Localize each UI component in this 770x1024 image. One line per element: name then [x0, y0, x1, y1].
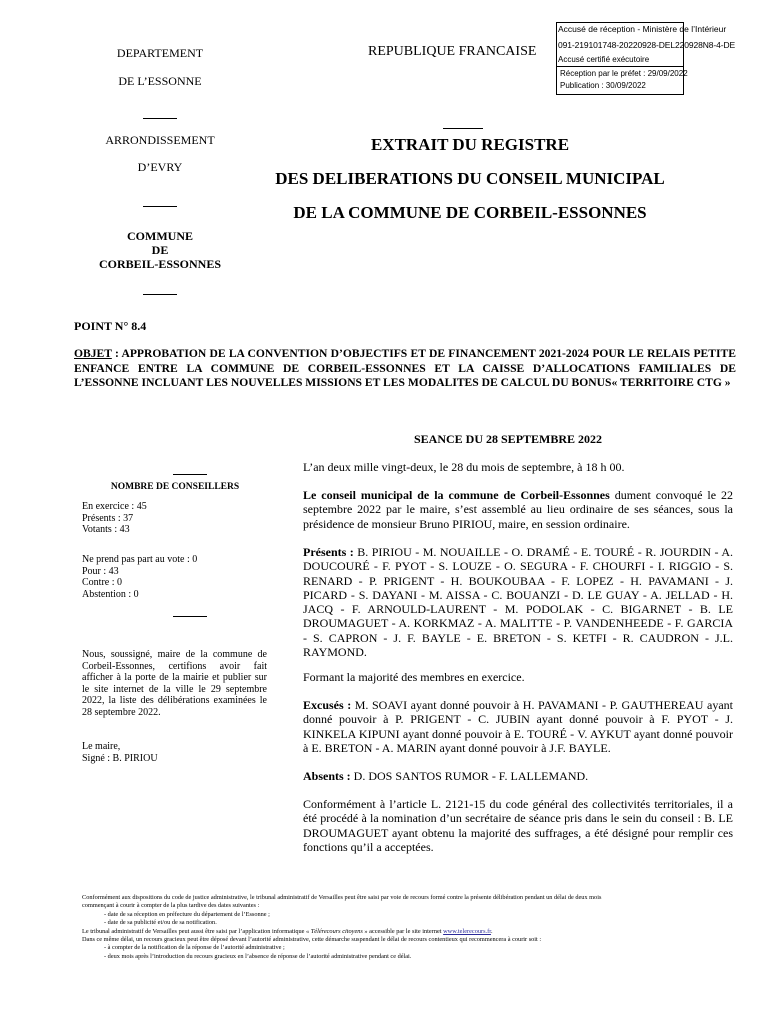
- excuses-label: Excusés :: [303, 698, 352, 712]
- footer-line: commençant à courir à compter de la plus tardive des dates suivantes :: [82, 902, 260, 910]
- objet-separator: :: [111, 347, 122, 360]
- separator-rule: [60, 108, 260, 123]
- votants-count: Votants : 43: [82, 524, 130, 535]
- commune-line: CORBEIL-ESSONNES: [98, 257, 222, 271]
- footer-line: Conformément aux dispositions du code de justice administrative, le tribunal administratif de Versailles peut être saisi par voie de recours formé contre la présente délibération pendant un délai de deux mois: [82, 894, 602, 901]
- presents-count: Présents : 37: [82, 512, 134, 524]
- arrondissement-label: ARRONDISSEMENT: [105, 133, 215, 147]
- excuses-list: M. SOAVI ayant donné pouvoir à H. PAVAMANI - P. GAUTHEREAU ayant donné pouvoir à P. PRIGENT - C. JUBIN ayant donné pouvoir à F. PYOT - J. KINKELA KIPUNI ayant donné pouvoir à E. TOURÉ - V. AYKUT ayant donné pouvoir à E. BRETON - A. MARIN ayant donné pouvoir à J.F. BAYLE.: [303, 698, 733, 755]
- departement-name: DE L’ESSONNE: [118, 74, 202, 88]
- objet-label: OBJET: [74, 347, 112, 360]
- signe: Signé : B. PIRIOU: [82, 752, 158, 764]
- separator-rule: [60, 196, 260, 211]
- commune-block: [60, 229, 260, 271]
- footer-line: [82, 928, 732, 936]
- stamp-status: Accusé certifié exécutoire: [558, 55, 650, 64]
- telerecours-name: Télérecours citoyens: [310, 927, 363, 935]
- seance-intro: L’an deux mille vingt-deux, le 28 du mois de septembre, à 18 h 00.: [303, 460, 625, 474]
- legal-footer: [82, 894, 732, 961]
- stamp-title: Accusé de réception - Ministère de l’Intérieur: [558, 24, 727, 34]
- presents-list: B. PIRIOU - M. NOUAILLE - O. DRAMÉ - E. TOURÉ - R. JOURDIN - A. DOUCOURÉ - F. PYOT - S. LOUZE - O. SEGURA - F. CHOURFI - I. RIGGIO - S. RENARD - P. PRIGENT - H. BOUKOUBAA - F. LOPEZ - H. PAVAMANI - J. PICARD - S. DAYANI - M. AISSA - C. BOUANZI - D. LE GUAY - A. JELLAD - H. JACQ - F. ARNOULD-LAURENT - M. PODOLAK - C. BIGARNET - B. LE DROUMAGUET - A. KORKMAZ - A. MALITTE - P. VANDENHEEDE - F. GARCIA - S. CAPRON - J. F. BAYLE - E. BRETON - S. KETFI - R. CAUDRON - J.L. RAYMOND.: [303, 545, 733, 660]
- commune-line: COMMUNE: [127, 229, 193, 243]
- footer-item: - à compter de la notification de la réponse de l’autorité administrative ;: [104, 944, 285, 952]
- telerecours-link[interactable]: www.telerecours.fr: [443, 927, 491, 935]
- le-maire: Le maire,: [82, 741, 121, 752]
- absents-label: Absents :: [303, 769, 351, 783]
- document-subtitle: DES DELIBERATIONS DU CONSEIL MUNICIPAL: [275, 169, 665, 188]
- majorite-text: Formant la majorité des membres en exercice.: [303, 670, 525, 684]
- conseillers-heading: NOMBRE DE CONSEILLERS: [110, 482, 240, 492]
- secretaire-paragraph: Conformément à l’article L. 2121-15 du code général des collectivités territoriales, il a été procédé à la nomination d’un secrétaire de séance pris dans le sein du conseil : B. LE DROUMAGUET ayant obtenu la majorité des suffrages, a été désigné pour remplir ces fonctions qu’il a acceptées.: [303, 797, 733, 854]
- arrondissement-name: D’EVRY: [137, 160, 183, 174]
- departement-label: DEPARTEMENT: [116, 46, 204, 60]
- stamp-publication: Publication : 30/09/2022: [560, 81, 646, 90]
- point-number: POINT N° 8.4: [74, 319, 147, 333]
- vote-results: [82, 554, 268, 600]
- absents-list: D. DOS SANTOS RUMOR - F. LALLEMAND.: [350, 769, 589, 783]
- conseillers-counts: [82, 501, 268, 536]
- separator-rule: [60, 284, 260, 299]
- objet-paragraph: [74, 347, 736, 391]
- footer-text: » accessible par le site internet: [362, 927, 444, 935]
- vote-abstention: Abstention : 0: [82, 588, 139, 600]
- separator-rule: [443, 116, 483, 134]
- footer-text: .: [490, 927, 493, 935]
- signature-block: [82, 741, 268, 764]
- separator-rule: [173, 462, 207, 480]
- vote-contre: Contre : 0: [82, 577, 122, 588]
- convocation-bold: Le conseil municipal de la commune de Corbeil-Essonnes: [303, 488, 610, 502]
- absents-paragraph: [303, 769, 733, 783]
- document-title: EXTRAIT DU REGISTRE: [370, 135, 570, 154]
- ne-prend-pas-part: Ne prend pas part au vote : 0: [82, 554, 198, 565]
- separator-rule: [173, 604, 207, 622]
- objet-text: APPROBATION DE LA CONVENTION D’OBJECTIFS ET DE FINANCEMENT 2021-2024 POUR LE RELAIS PETITE ENFANCE ENTRE LA COMMUNE DE CORBEIL-ESSONNES ET LA CAISSE D’ALLOCATIONS FAMILIALES DE L’ESSONNE INCLUANT LES NOUVELLES MISSIONS ET LES MODALITES DE CALCUL DU BONUS« TERRITOIRE CTG »: [74, 347, 736, 389]
- presents-label: Présents :: [303, 545, 354, 559]
- excuses-paragraph: [303, 698, 733, 755]
- stamp-reference: 091-219101748-20220928-DEL220928N8-4-DE: [558, 40, 736, 50]
- republique-francaise: REPUBLIQUE FRANCAISE: [368, 44, 537, 59]
- certification-text: Nous, soussigné, maire de la commune de Corbeil-Essonnes, certifions avoir fait afficher à la porte de la mairie et publier sur le site internet de la ville le 29 septembre 2022, la liste des délibérations examinées le 28 septembre 2022.: [82, 649, 267, 718]
- vote-pour: Pour : 43: [82, 565, 119, 577]
- footer-item: - date de sa publicité et/ou de sa notification.: [104, 919, 217, 927]
- convocation-paragraph: [303, 488, 733, 531]
- stamp-reception: Réception par le préfet : 29/09/2022: [560, 69, 688, 78]
- convocation-rest: dument convoqué le 22 septembre 2022 par le maire, s’est assemblé au lieu ordinaire de ses séances, sous la présidence de monsieur Bruno PIRIOU, maire, en session ordinaire.: [303, 488, 733, 531]
- footer-item: - deux mois après l’introduction du recours gracieux en l’absence de réponse de l’autorité administrative pendant ce délai.: [104, 952, 412, 960]
- commune-line: DE: [151, 243, 169, 257]
- seance-date: SEANCE DU 28 SEPTEMBRE 2022: [414, 432, 603, 446]
- footer-text: Le tribunal administratif de Versailles peut aussi être saisi par l’application informatique «: [82, 927, 311, 935]
- presents-paragraph: [303, 545, 733, 659]
- en-exercice: En exercice : 45: [82, 501, 147, 512]
- footer-item: - date de sa réception en préfecture du département de l’Essonne ;: [104, 910, 270, 918]
- document-subtitle: DE LA COMMUNE DE CORBEIL-ESSONNES: [293, 203, 647, 222]
- footer-line: Dans ce même délai, un recours gracieux peut être déposé devant l’autorité administrative, cette démarche suspendant le délai de recours contentieux qui recommencera à courir soit :: [82, 936, 542, 944]
